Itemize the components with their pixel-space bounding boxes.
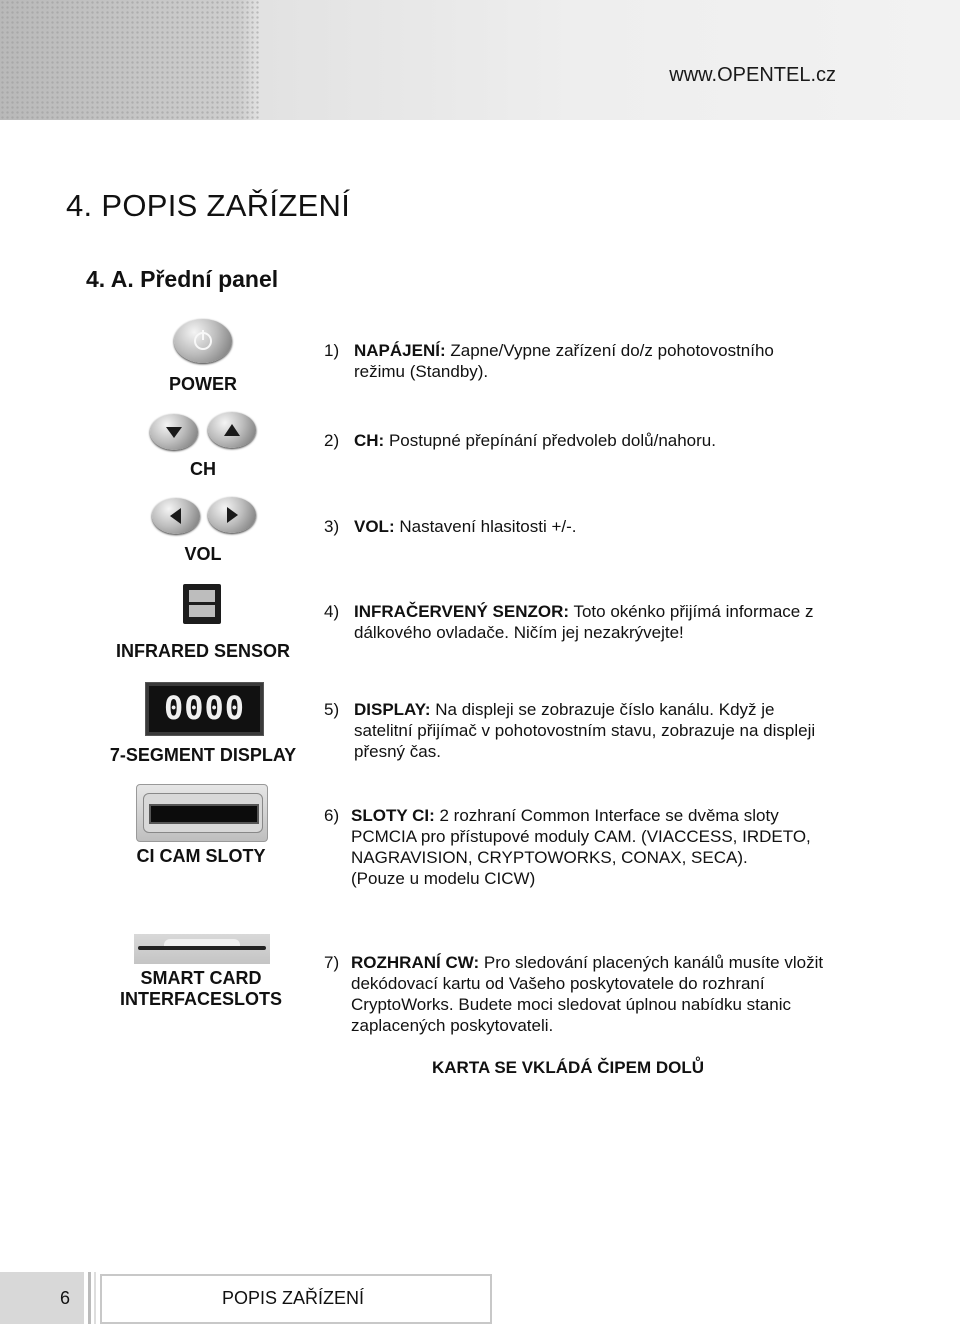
item-display-description: [324, 699, 824, 762]
card-insert-note: KARTA SE VKLÁDÁ ČIPEM DOLŮ: [432, 1058, 704, 1077]
item-text: Pro sledování placených kanálů musíte vložit dekódovací kartu od Vašeho poskytovatele do rozhraní CryptoWorks. Budete moci sledovat úplnou nabídku stanic zaplacených poskytovateli.: [351, 953, 824, 1035]
power-button-icon: [174, 319, 232, 363]
item-vol-description: [324, 516, 824, 537]
footer-title: POPIS ZAŘÍZENÍ: [222, 1288, 365, 1308]
item-name: DISPLAY:: [354, 700, 431, 719]
item-number: 5): [324, 700, 340, 719]
item-text: Na displeji se zobrazuje číslo kanálu. Když je satelitní přijímač v pohotovostním stavu, zobrazuje na displeji přesný čas.: [354, 700, 816, 761]
header-band: [0, 0, 960, 120]
item-number: 1): [324, 341, 340, 360]
item-number: 3): [324, 517, 340, 536]
seven-segment-label: 7-SEGMENT DISPLAY: [109, 745, 297, 765]
item-text: Nastavení hlasitosti +/-.: [399, 517, 577, 536]
ci-cam-slot-icon: [136, 784, 268, 842]
item-name: VOL:: [354, 517, 395, 536]
page-number: 6: [60, 1288, 71, 1308]
section-title: 4. POPIS ZAŘÍZENÍ: [66, 188, 351, 223]
item-extra: (Pouze u modelu CICW): [351, 869, 536, 888]
item-number: 2): [324, 431, 340, 450]
item-number: 6): [324, 806, 340, 825]
smart-card-slot-icon: [134, 934, 270, 964]
volume-up-icon: [208, 497, 256, 533]
power-label: POWER: [168, 374, 237, 394]
item-text: 2 rozhraní Common Interface se dvěma sloty PCMCIA pro přístupové moduly CAM. (VIACCESS, IRDETO, NAGRAVISION, CRYPTOWORKS, CONAX, SECA).: [351, 806, 811, 867]
channel-up-icon: [208, 412, 256, 448]
display-digits: 0000: [163, 689, 246, 727]
item-smartcard-description: [324, 952, 824, 1036]
infrared-sensor-label: INFRARED SENSOR: [115, 641, 290, 661]
item-name: INFRAČERVENÝ SENZOR:: [354, 602, 570, 621]
item-number: 4): [324, 602, 340, 621]
channel-down-icon: [150, 414, 198, 450]
item-text: Zapne/Vypne zařízení do/z pohotovostního režimu (Standby).: [354, 341, 774, 381]
smart-card-label: SMART CARD INTERFACESLOTS: [119, 968, 282, 1009]
item-text: Postupné přepínání předvoleb dolů/nahoru.: [388, 431, 716, 450]
volume-down-icon: [152, 498, 200, 534]
item-ch-description: [324, 430, 824, 451]
item-ci-description: [324, 805, 824, 889]
footer-divider: [88, 1272, 91, 1324]
item-power-description: [324, 340, 824, 382]
footer-page-box: [0, 1272, 84, 1324]
ch-label: CH: [190, 459, 216, 479]
infrared-sensor-icon: [183, 584, 221, 624]
item-name: SLOTY CI:: [351, 806, 435, 825]
header-pattern: [0, 0, 260, 120]
ci-cam-label: CI CAM SLOTY: [136, 846, 266, 866]
item-name: ROZHRANÍ CW:: [351, 953, 480, 972]
section-subtitle: 4. A. Přední panel: [86, 266, 279, 292]
footer-divider: [94, 1272, 96, 1324]
item-name: NAPÁJENÍ:: [354, 341, 446, 360]
item-text: Toto okénko přijímá informace z dálkového ovladače. Ničím jej nezakrývejte!: [354, 602, 814, 642]
item-name: CH:: [354, 431, 385, 450]
vol-label: VOL: [184, 544, 222, 564]
website-url: www.OPENTEL.cz: [669, 64, 836, 86]
item-number: 7): [324, 953, 340, 972]
seven-segment-display-icon: [145, 682, 264, 736]
item-infrared-description: [324, 601, 824, 643]
